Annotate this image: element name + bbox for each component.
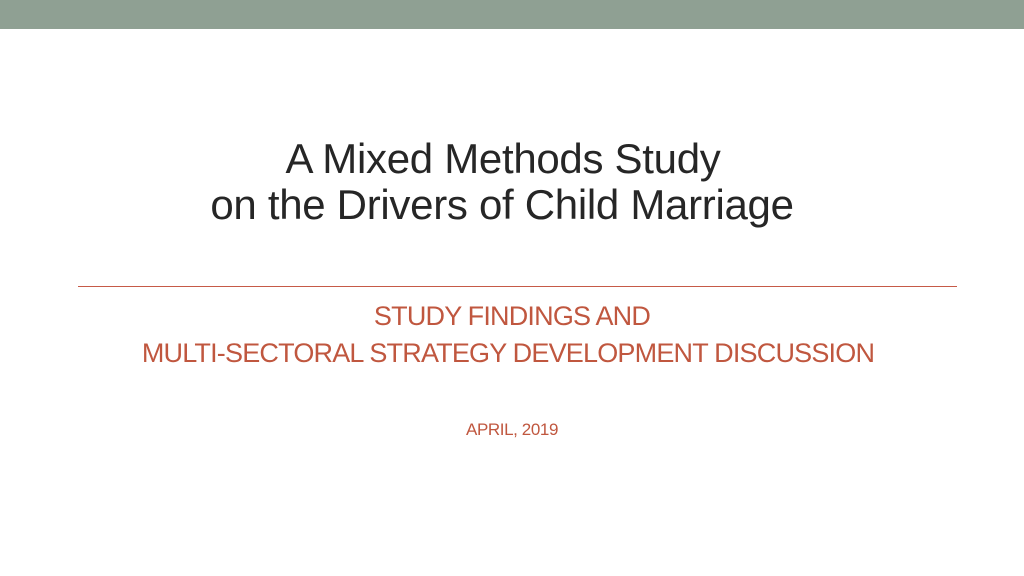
slide-date: APRIL, 2019	[466, 420, 558, 439]
slide-subtitle-line-2: MULTI-SECTORAL STRATEGY DEVELOPMENT DISCUSSION	[141, 338, 875, 368]
slide-title-line-1: A Mixed Methods Study	[285, 135, 721, 182]
slide-title	[0, 136, 1024, 228]
slide-subtitle	[0, 298, 1024, 372]
slide-title-line-2: on the Drivers of Child Marriage	[210, 181, 794, 228]
slide-subtitle-line-1: STUDY FINDINGS AND	[373, 301, 651, 331]
title-divider	[78, 286, 957, 287]
header-accent-bar	[0, 0, 1024, 29]
